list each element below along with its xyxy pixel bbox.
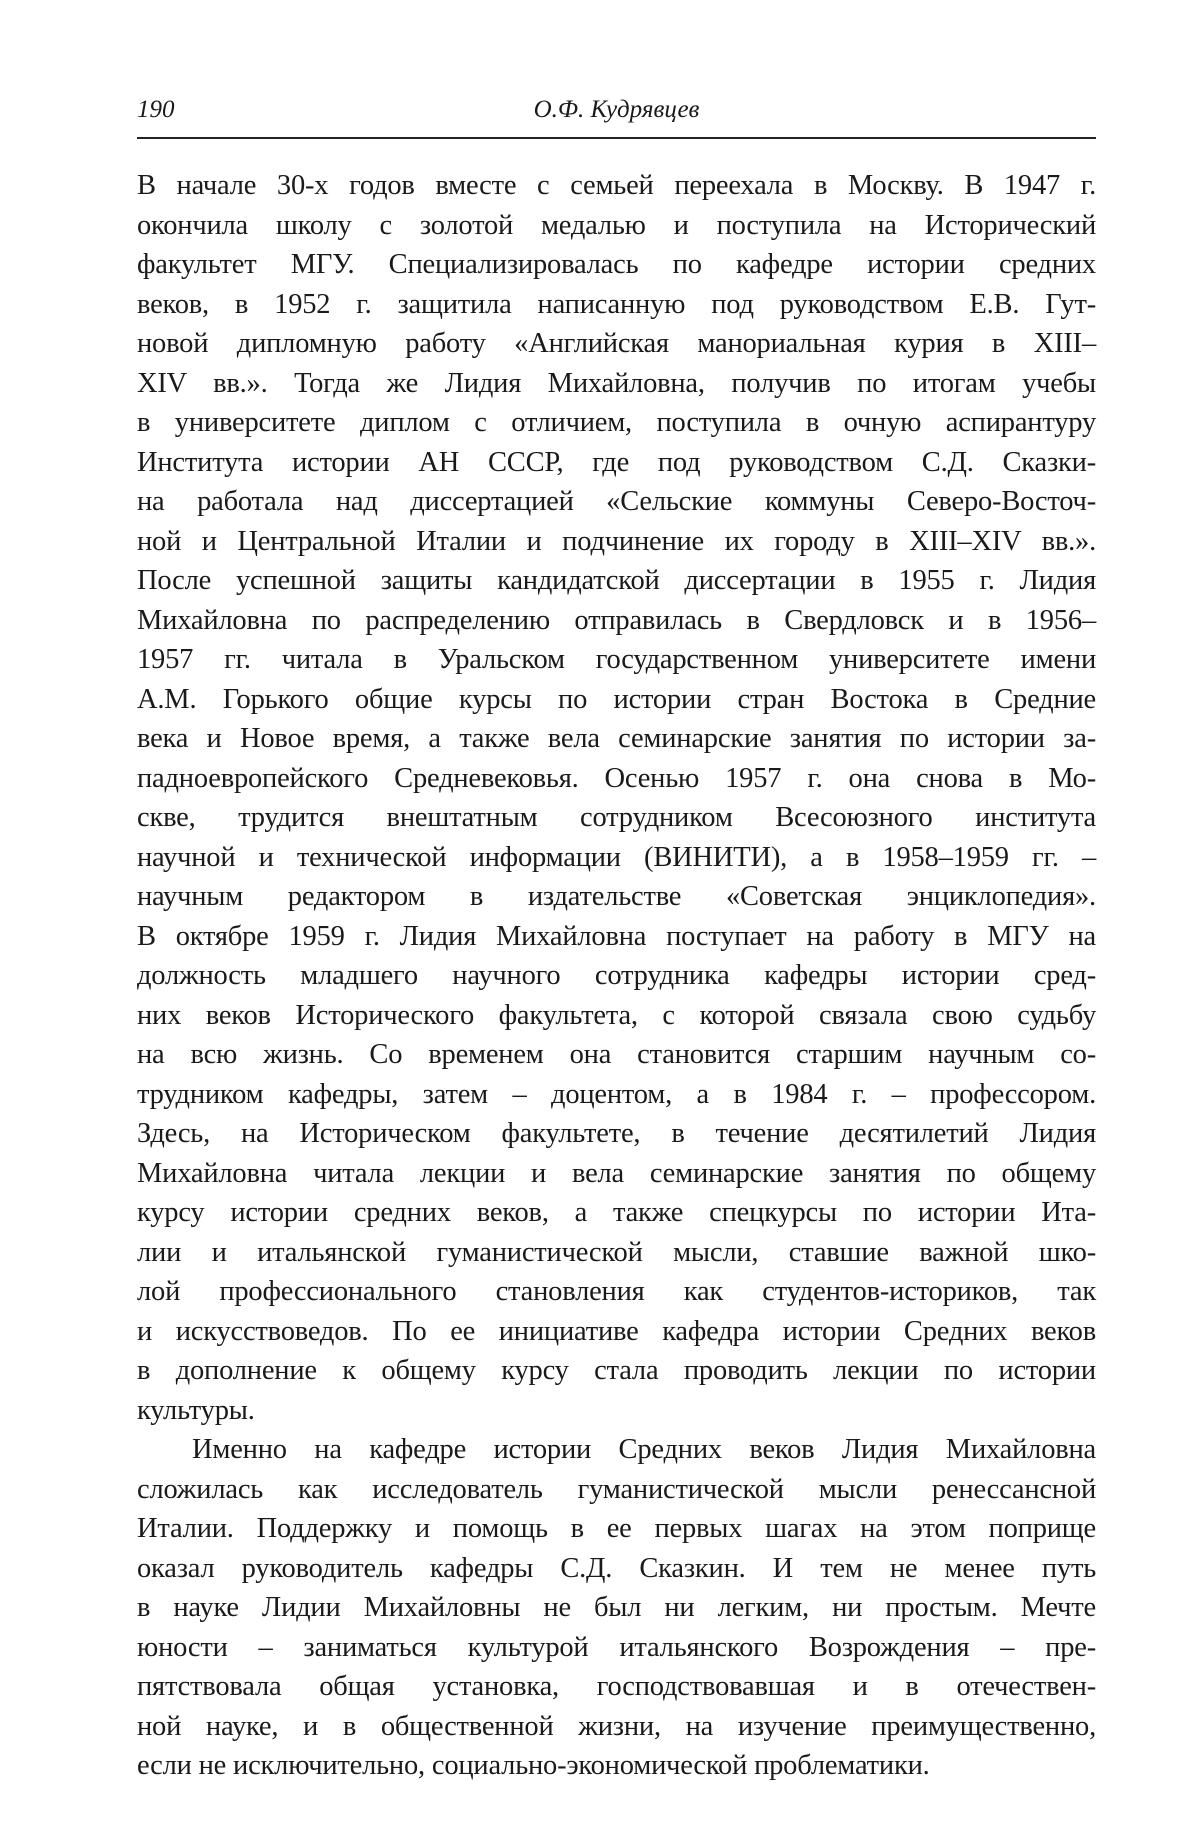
- text-line: на всю жизнь. Со временем она становится старшим научным со-: [137, 1035, 1096, 1075]
- text-line: падноевропейского Средневековья. Осенью 1957 г. она снова в Мо-: [137, 759, 1096, 799]
- text-line: скве, трудится внештатным сотрудником Всесоюзного института: [137, 798, 1096, 838]
- body-text: [137, 166, 1096, 1786]
- text-line: научной и технической информации (ВИНИТИ), а в 1958–1959 гг. –: [137, 838, 1096, 878]
- text-line: Михайловна по распределению отправилась в Свердловск и в 1956–: [137, 601, 1096, 641]
- page-number: 190: [137, 96, 175, 124]
- text-line: лии и итальянской гуманистической мысли, ставшие важной шко-: [137, 1233, 1096, 1273]
- text-line: культуры.: [137, 1391, 1096, 1431]
- paragraph: [137, 166, 1096, 1430]
- text-line: 1957 гг. читала в Уральском государственном университете имени: [137, 640, 1096, 680]
- text-line: В октябре 1959 г. Лидия Михайловна поступает на работу в МГУ на: [137, 917, 1096, 957]
- text-line: новой дипломную работу «Английская манориальная курия в XIII–: [137, 324, 1096, 364]
- text-line: окончила школу с золотой медалью и поступила на Исторический: [137, 206, 1096, 246]
- text-line: и искусствоведов. По ее инициативе кафедра истории Средних веков: [137, 1312, 1096, 1352]
- running-title: О.Ф. Кудрявцев: [137, 96, 1096, 124]
- text-line: века и Новое время, а также вела семинарские занятия по истории за-: [137, 719, 1096, 759]
- text-line: факультет МГУ. Специализировалась по кафедре истории средних: [137, 245, 1096, 285]
- text-line: ной науке, и в общественной жизни, на изучение преимущественно,: [137, 1707, 1096, 1747]
- text-line: Италии. Поддержку и помощь в ее первых шагах на этом поприще: [137, 1509, 1096, 1549]
- page-header: [137, 96, 1096, 136]
- text-line: Именно на кафедре истории Средних веков Лидия Михайловна: [137, 1430, 1096, 1470]
- text-line: юности – заниматься культурой итальянского Возрождения – пре-: [137, 1628, 1096, 1668]
- text-line: пятствовала общая установка, господствовавшая и в отечествен-: [137, 1667, 1096, 1707]
- text-line: После успешной защиты кандидатской диссертации в 1955 г. Лидия: [137, 561, 1096, 601]
- text-line: сложилась как исследователь гуманистической мысли ренессансной: [137, 1470, 1096, 1510]
- text-line: веков, в 1952 г. защитила написанную под руководством Е.В. Гут-: [137, 285, 1096, 325]
- header-rule: [137, 137, 1096, 139]
- text-line: лой профессионального становления как студентов-историков, так: [137, 1272, 1096, 1312]
- text-line: XIV вв.». Тогда же Лидия Михайловна, получив по итогам учебы: [137, 364, 1096, 404]
- text-line: в дополнение к общему курсу стала проводить лекции по истории: [137, 1351, 1096, 1391]
- text-line: ной и Центральной Италии и подчинение их городу в XIII–XIV вв.».: [137, 522, 1096, 562]
- text-line: Михайловна читала лекции и вела семинарские занятия по общему: [137, 1154, 1096, 1194]
- text-line: в науке Лидии Михайловны не был ни легким, ни простым. Мечте: [137, 1588, 1096, 1628]
- text-line: А.М. Горького общие курсы по истории стран Востока в Средние: [137, 680, 1096, 720]
- text-line: научным редактором в издательстве «Советская энциклопедия».: [137, 877, 1096, 917]
- text-line: должность младшего научного сотрудника кафедры истории сред-: [137, 956, 1096, 996]
- text-line: курсу истории средних веков, а также спецкурсы по истории Ита-: [137, 1193, 1096, 1233]
- text-line: Здесь, на Историческом факультете, в течение десятилетий Лидия: [137, 1114, 1096, 1154]
- text-line: на работала над диссертацией «Сельские коммуны Северо-Восточ-: [137, 482, 1096, 522]
- text-line: оказал руководитель кафедры С.Д. Сказкин. И тем не менее путь: [137, 1549, 1096, 1589]
- text-line: них веков Исторического факультета, с которой связала свою судьбу: [137, 996, 1096, 1036]
- paragraph: [137, 1430, 1096, 1786]
- text-line: В начале 30-х годов вместе с семьей переехала в Москву. В 1947 г.: [137, 166, 1096, 206]
- text-line: Института истории АН СССР, где под руководством С.Д. Сказки-: [137, 443, 1096, 483]
- text-line: в университете диплом с отличием, поступила в очную аспирантуру: [137, 403, 1096, 443]
- text-line: трудником кафедры, затем – доцентом, а в 1984 г. – профессором.: [137, 1075, 1096, 1115]
- text-line: если не исключительно, социально-экономической проблематики.: [137, 1746, 1096, 1786]
